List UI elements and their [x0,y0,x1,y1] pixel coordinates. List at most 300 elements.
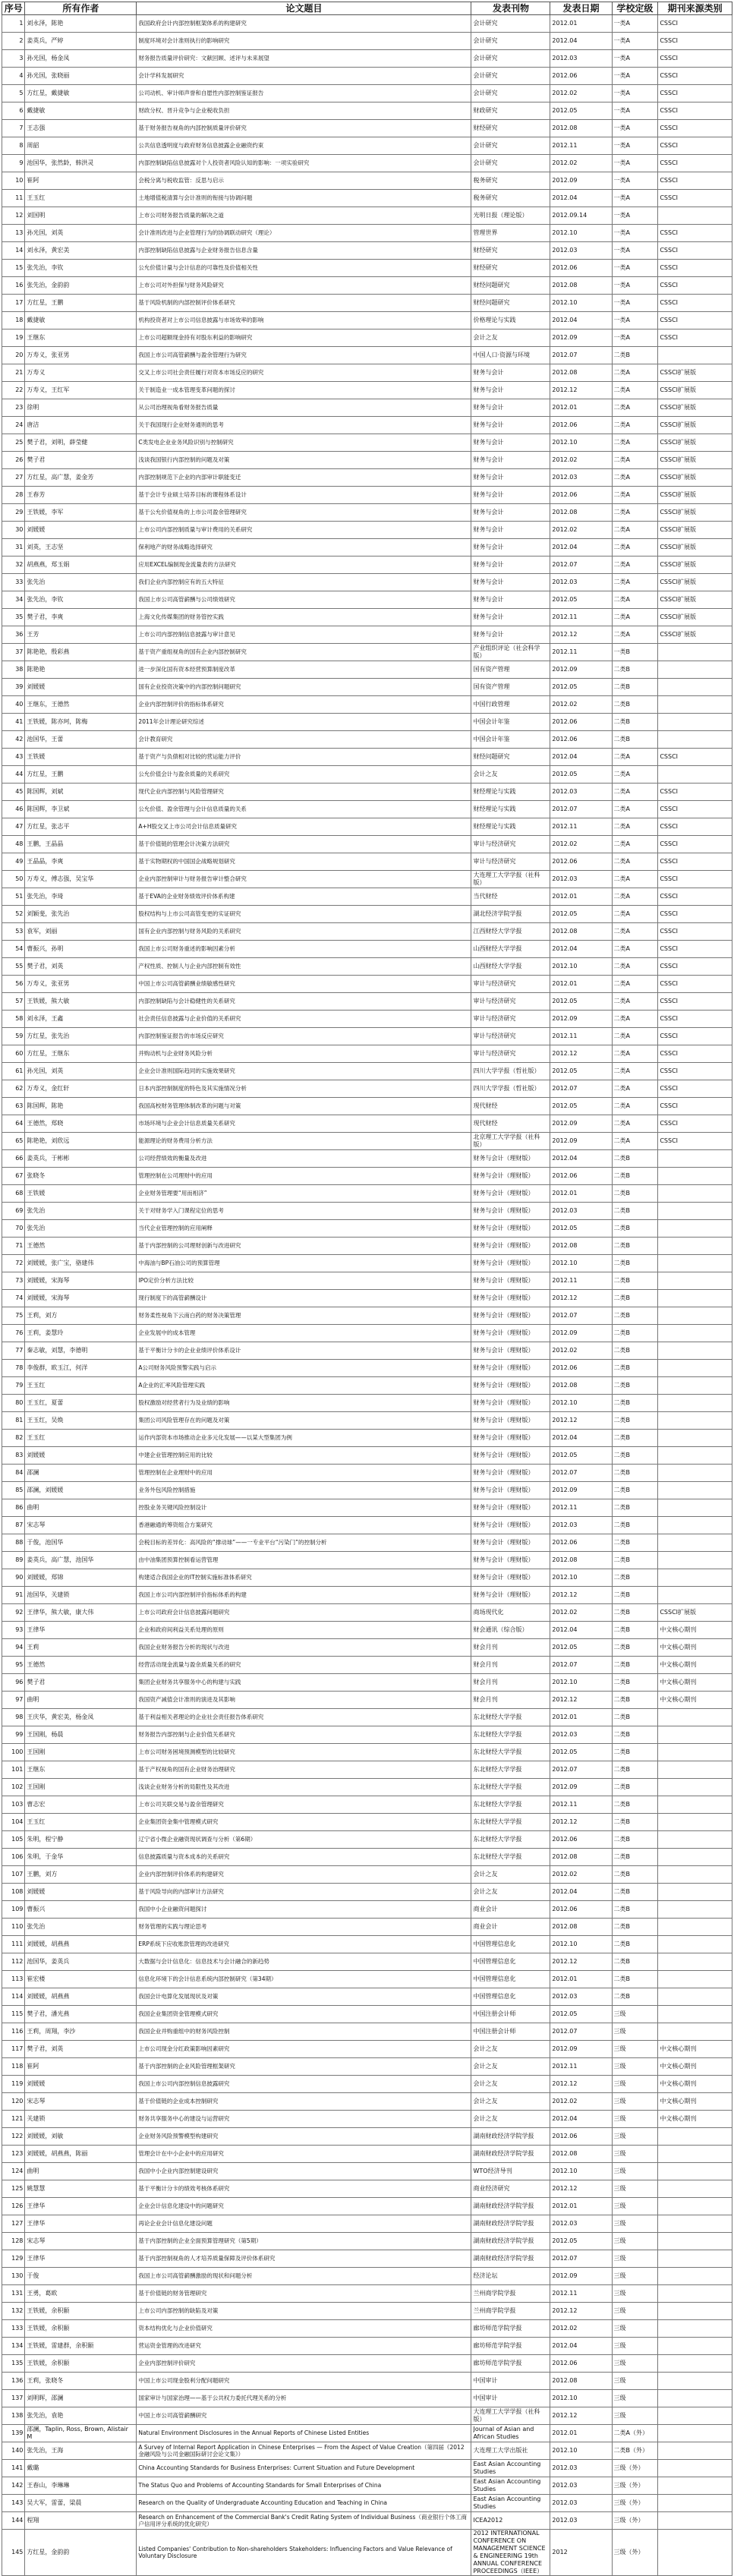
table-row [2,312,732,329]
table-row [2,2512,732,2530]
cell-authors: 方红星，金韵韵 [25,2530,137,2576]
cell-journal: 财政研究 [471,102,550,120]
cell-src [658,1866,732,1884]
cell-journal: 湖南财政经济学院学报 [471,2233,550,2250]
cell-journal: 会计研究 [471,137,550,155]
cell-level: 三级 [612,2163,658,2180]
cell-journal: 兰州商学院学报 [471,2303,550,2320]
cell-date: 2012.01 [550,976,612,993]
cell-no: 66 [2,1150,25,1168]
cell-src: CSSCI扩展版 [658,417,732,434]
cell-date: 2012.10 [550,1395,612,1412]
cell-src: CSSCI扩展版 [658,364,732,382]
cell-title: IPO定价分析方法比较 [137,1272,471,1290]
cell-level: 三级 [612,2041,658,2058]
cell-authors: 张先治，金韵韵 [25,277,137,295]
cell-title: 集团企业财务共享服务中心的构建与实践 [137,1674,471,1692]
cell-no: 77 [2,1342,25,1360]
cell-date: 2012.01 [550,2425,612,2442]
cell-level: 三级 [612,2023,658,2041]
header-row [2,2,732,15]
cell-journal: 湖南财政经济学院学报 [471,2250,550,2268]
cell-src: CSSCI [658,853,732,871]
table-row [2,2163,732,2180]
cell-no: 131 [2,2285,25,2303]
cell-src [658,1744,732,1761]
cell-date: 2012.12 [550,1953,612,1971]
cell-authors: 曹振兴，孙明 [25,941,137,958]
cell-authors: 刘永泽，王鑫 [25,1011,137,1028]
cell-authors: 王志强 [25,120,137,137]
cell-level: 二类A [612,487,658,504]
cell-authors: 池国华，姜英兵 [25,1953,137,1971]
table-row [2,155,732,172]
cell-authors: 陈艳艳 [25,661,137,679]
cell-title: 公共信息透明度与政府财务信息披露企业融资约束 [137,137,471,155]
cell-authors: 张先治，李琦 [25,888,137,906]
table-row [2,1290,732,1307]
cell-journal: 中国管理信息化 [471,1988,550,2006]
cell-level: 一类A [612,33,658,50]
table-row [2,2425,732,2442]
cell-authors: 王德然，郑晓 [25,1115,137,1133]
cell-journal: 财经问题研究 [471,277,550,295]
cell-src [658,1430,732,1447]
cell-title: 上市公司内部控制信息披露与审计意见 [137,626,471,644]
cell-title: C类发电企业业务风险识别与控制研究 [137,434,471,452]
cell-journal: 国有资产管理 [471,679,550,696]
cell-authors: 王继东 [25,1761,137,1779]
cell-date: 2012.03 [550,1988,612,2006]
cell-no: 15 [2,260,25,277]
cell-no: 62 [2,1080,25,1098]
cell-journal: 会计之友 [471,2111,550,2128]
cell-date: 2012.03 [550,469,612,487]
cell-title: 中海油与BP石油公司的预算管理 [137,1255,471,1272]
table-row [2,364,732,382]
cell-level: 二类B [612,1866,658,1884]
cell-src: CSSCI [658,295,732,312]
cell-authors: 方红星，高广慧，姜金芳 [25,469,137,487]
cell-title: 企业会计信息化建设中的问题研究 [137,2198,471,2215]
cell-src: CSSCI [658,85,732,102]
cell-authors: 樊子君，刘明，薛莹健 [25,434,137,452]
cell-title: 信息披露质量与资本成本的关系研究 [137,1849,471,1866]
cell-level: 二类B [612,1622,658,1639]
cell-journal: 财务与会计（理财版） [471,1185,550,1203]
cell-authors: 王铁媛，余积颐 [25,2355,137,2373]
cell-title: 基于内部控制的公司理财创新与改进研究 [137,1238,471,1255]
cell-title: 上市公司对外担保与财务风险研究 [137,277,471,295]
cell-date: 2012.03 [550,50,612,68]
cell-src [658,714,732,731]
cell-src [658,1534,732,1552]
cell-journal: 财经问题研究 [471,749,550,766]
cell-date: 2012.05 [550,102,612,120]
cell-title: 财务报告质量评价研究：文献回顾、述评与未来展望 [137,50,471,68]
cell-src: CSSCI扩展版 [658,539,732,557]
cell-no: 37 [2,644,25,661]
cell-date: 2012.10 [550,1569,612,1587]
cell-src [658,2355,732,2373]
cell-authors: 张先治 [25,1919,137,1936]
cell-authors: 戴捷敏 [25,312,137,329]
cell-no: 123 [2,2146,25,2163]
cell-title: 我国上市公司内部控制信息披露研究 [137,2076,471,2093]
cell-journal: 四川大学学报（哲社版） [471,1063,550,1080]
cell-journal: 会计之友 [471,1884,550,1901]
cell-no: 34 [2,591,25,609]
cell-level: 二类B [612,1220,658,1238]
cell-no: 116 [2,2023,25,2041]
cell-no: 57 [2,993,25,1011]
cell-authors: 樊子君，潘光燕 [25,2006,137,2023]
cell-no: 95 [2,1657,25,1674]
cell-title: 关于我国现行企业财务通则的思考 [137,417,471,434]
table-row [2,15,732,33]
table-row [2,2460,732,2477]
cell-src [658,2268,732,2285]
cell-level: 二类A [612,888,658,906]
cell-no: 70 [2,1220,25,1238]
table-row [2,836,732,853]
cell-authors: 王莉，刘方 [25,1307,137,1325]
table-row [2,469,732,487]
table-row [2,2530,732,2576]
cell-title: 财务柔性视角下云南白药的财务决策管理 [137,1307,471,1325]
cell-title: 企业会计准则国际趋同的实施效果研究 [137,1063,471,1080]
cell-date: 2012.09 [550,1779,612,1796]
cell-journal: 财务与会计（理财版） [471,1272,550,1290]
cell-src: CSSCI [658,1080,732,1098]
cell-authors: 张先治 [25,1203,137,1220]
cell-title: 内部控制缺陷信息披露对个人投资者风险认知的影响：一项实验研究 [137,155,471,172]
cell-date: 2012.09 [550,1325,612,1342]
table-body [2,15,732,2576]
table-row [2,1272,732,1290]
cell-no: 19 [2,329,25,347]
cell-src [658,1726,732,1744]
cell-authors: 曲明 [25,1692,137,1709]
table-row [2,2390,732,2407]
cell-authors: 王春山，李琳琳 [25,2477,137,2495]
cell-journal: 2012 INTERNATIONAL CONFERENCE ON MANAGEMENT SCIENCE & ENGINEERING 19th ANNUAL CONFERENCE PROCEEDINGS（IEEE） [471,2530,550,2576]
cell-title: 公允价值、盈余管理与会计信息质量的关系 [137,801,471,818]
table-row [2,1901,732,1919]
cell-level: 三级 [612,2320,658,2338]
cell-no: 27 [2,469,25,487]
table-row [2,1884,732,1901]
cell-title: 辽宁省小微企业融资现状调查与分析（第6期） [137,1831,471,1849]
cell-no: 64 [2,1115,25,1133]
table-row [2,2373,732,2390]
cell-date: 2012.02 [550,452,612,469]
cell-date: 2012.07 [550,2250,612,2268]
cell-no: 2 [2,33,25,50]
cell-title: 从公司治理视角看财务报告质量 [137,399,471,417]
cell-journal: Journal of Asian and African Studies [471,2425,550,2442]
cell-level: 二类B [612,679,658,696]
cell-title: A+H股交叉上市公司会计信息质量研究 [137,818,471,836]
cell-authors: 王铁媛，余积颐 [25,2320,137,2338]
cell-no: 103 [2,1796,25,1814]
cell-level: 二类B [612,1604,658,1622]
cell-authors: 刘媛媛 [25,522,137,539]
cell-journal: East Asian Accounting Studies [471,2495,550,2512]
cell-journal: 财务与会计 [471,469,550,487]
cell-no: 46 [2,801,25,818]
cell-no: 30 [2,522,25,539]
cell-src: CSSCI [658,958,732,976]
cell-src: CSSCI [658,906,732,923]
cell-title: 上市公司内部控制质量与审计费用的关系研究 [137,522,471,539]
table-row [2,452,732,469]
cell-journal: 审计与经济研究 [471,1011,550,1028]
cell-src: CSSCI [658,1098,732,1115]
table-row [2,277,732,295]
table-row [2,2233,732,2250]
cell-src [658,2215,732,2233]
table-row [2,1604,732,1622]
cell-date: 2012.09 [550,1133,612,1150]
table-row [2,2250,732,2268]
cell-src [658,644,732,661]
cell-level: 二类B [612,1499,658,1517]
cell-no: 14 [2,242,25,260]
cell-no: 104 [2,1814,25,1831]
cell-level: 一类A [612,295,658,312]
table-row [2,68,732,85]
cell-src [658,1761,732,1779]
cell-no: 139 [2,2425,25,2442]
table-row [2,1692,732,1709]
cell-src [658,1901,732,1919]
table-row [2,1080,732,1098]
cell-title: 基于平衡计分卡的绩效考核体系研究 [137,2180,471,2198]
cell-date: 2012.05 [550,679,612,696]
cell-src: CSSCI扩展版 [658,452,732,469]
cell-no: 122 [2,2128,25,2146]
cell-date: 2012.11 [550,2058,612,2076]
cell-authors: 刘永泽，陈艳 [25,15,137,33]
cell-no: 135 [2,2355,25,2373]
cell-src [658,2163,732,2180]
cell-level: 二类B [612,1971,658,1988]
table-row [2,399,732,417]
cell-journal: 财务与会计（理财版） [471,1395,550,1412]
cell-title: 会税目标的差异化：高风险的“撑动球”——一专业平台“污染门”的控制分析 [137,1534,471,1552]
cell-level: 二类B [612,714,658,731]
table-row [2,1831,732,1849]
cell-src [658,1465,732,1482]
cell-src [658,1831,732,1849]
cell-journal: 财务与会计（理财版） [471,1517,550,1534]
table-row [2,1552,732,1569]
cell-date: 2012.05 [550,766,612,784]
cell-date: 2012.09.14 [550,207,612,225]
cell-src: CSSCI扩展版 [658,557,732,574]
cell-src [658,1325,732,1342]
cell-level: 二类A [612,417,658,434]
table-row [2,1534,732,1552]
cell-date: 2012.03 [550,784,612,801]
cell-authors: 樊子君，刘英 [25,958,137,976]
cell-journal: 财经问题研究 [471,295,550,312]
table-row [2,1168,732,1185]
cell-src [658,1884,732,1901]
cell-level: 三级 [612,2338,658,2355]
table-row [2,295,732,312]
cell-no: 47 [2,818,25,836]
table-row [2,1115,732,1133]
cell-title: 基于会计专业硕士培养目标的课程体系设计 [137,487,471,504]
cell-date: 2012.08 [550,364,612,382]
cell-level: 一类A [612,120,658,137]
cell-title: 大数据与会计信息化：信息技术与会计融合的新趋势 [137,1953,471,1971]
cell-no: 75 [2,1307,25,1325]
cell-level: 二类A [612,539,658,557]
cell-journal: 湖南财政经济学院学报 [471,2128,550,2146]
cell-level: 二类A [612,522,658,539]
cell-no: 87 [2,1517,25,1534]
cell-no: 13 [2,225,25,242]
cell-journal: 财务与会计 [471,557,550,574]
cell-level: 二类A [612,1080,658,1098]
cell-level: 二类B [612,1936,658,1953]
cell-journal: 财会月刊 [471,1692,550,1709]
cell-level: 二类A [612,1115,658,1133]
cell-authors: 王律华 [25,2250,137,2268]
cell-journal: 审计与经济研究 [471,976,550,993]
cell-journal: 财经理论与实践 [471,784,550,801]
cell-journal: 会计之友 [471,1866,550,1884]
cell-date: 2012.02 [550,2093,612,2111]
cell-title: 股权激励对经营者行为及业绩的影响 [137,1395,471,1412]
cell-title: 企业财务管理要“用而相济” [137,1185,471,1203]
cell-level: 二类A [612,1028,658,1045]
table-row [2,190,732,207]
cell-title: 我国企业并购重组中的财务风险控制 [137,2023,471,2041]
cell-title: 现行制度下的高管薪酬设计 [137,1290,471,1307]
cell-title: 浅谈企业财务分析的局限性及其改进 [137,1779,471,1796]
cell-no: 10 [2,172,25,190]
table-row [2,2442,732,2460]
cell-authors: 戴捷敏 [25,102,137,120]
cell-journal: 财经研究 [471,242,550,260]
cell-title: 控股业务关键风险控制设计 [137,1499,471,1517]
cell-date: 2012.05 [550,2233,612,2250]
cell-journal: 国有资产管理 [471,661,550,679]
cell-level: 三级 [612,2180,658,2198]
cell-src: CSSCI [658,836,732,853]
table-row [2,2320,732,2338]
cell-no: 141 [2,2460,25,2477]
cell-journal: 东北财经大学学报 [471,1814,550,1831]
cell-authors: 王国刚 [25,1744,137,1761]
cell-level: 二类A [612,836,658,853]
cell-title: 会计教育研究 [137,731,471,749]
cell-src [658,1953,732,1971]
cell-journal: ICEA2012 [471,2512,550,2530]
table-row [2,2495,732,2512]
table-row [2,1098,732,1115]
table-row [2,137,732,155]
cell-journal: 大连理工大学出版社 [471,2442,550,2460]
table-row [2,609,732,626]
cell-journal: 东北财经大学学报 [471,1761,550,1779]
cell-authors: 张先治，李钦 [25,591,137,609]
cell-authors: 方红星，张志平 [25,818,137,836]
cell-no: 73 [2,1272,25,1290]
cell-src [658,1517,732,1534]
cell-journal: 湖南财政经济学院学报 [471,2198,550,2215]
cell-authors: 王铁媛，雷建群，余积颐 [25,2338,137,2355]
cell-title: 信息化环境下的会计信息系统内部控制研究（第34期） [137,1971,471,1988]
cell-title: 制度环境对会计准则执行的影响研究 [137,33,471,50]
cell-no: 8 [2,137,25,155]
cell-level: 二类B [612,1447,658,1465]
cell-authors: 王律华 [25,2198,137,2215]
cell-level: 二类A [612,609,658,626]
cell-title: 基于公允价值视角的上市公司盈余管理研究 [137,504,471,522]
cell-src [658,1814,732,1831]
cell-src: CSSCI [658,120,732,137]
cell-level: 二类A [612,784,658,801]
table-row [2,1133,732,1150]
cell-src [658,1709,732,1726]
cell-title: 基于产权视角的国有企业财务治理研究 [137,1761,471,1779]
cell-level: 二类A [612,923,658,941]
cell-authors: 刘明晖，邵澜 [25,2390,137,2407]
table-row [2,1063,732,1080]
cell-journal: 商业会计 [471,1919,550,1936]
cell-no: 125 [2,2180,25,2198]
cell-date: 2012.03 [550,574,612,591]
cell-level: 二类B [612,1849,658,1866]
cell-no: 114 [2,1988,25,2006]
cell-journal: 财务与会计（理财版） [471,1552,550,1569]
cell-title: 基于实物期权的中国国企战略规划研究 [137,853,471,871]
cell-level: 二类B [612,347,658,364]
cell-no: 67 [2,1168,25,1185]
table-row [2,2198,732,2215]
cell-no: 41 [2,714,25,731]
cell-level: 二类B [612,1953,658,1971]
cell-src: CSSCI [658,784,732,801]
cell-date: 2012.11 [550,818,612,836]
cell-src [658,2495,732,2512]
cell-no: 35 [2,609,25,626]
table-row [2,714,732,731]
cell-journal: 财务与会计（理财版） [471,1325,550,1342]
cell-date: 2012.11 [550,137,612,155]
cell-src [658,2146,732,2163]
cell-no: 12 [2,207,25,225]
cell-title: 浅谈我国银行内部控制的问题及对策 [137,452,471,469]
cell-title: 会税分离与税收监管：反思与启示 [137,172,471,190]
cell-level: 二类A [612,557,658,574]
cell-src: CSSCI [658,993,732,1011]
cell-authors: 王铁媛 [25,749,137,766]
cell-journal: 财务与会计（理财版） [471,1290,550,1307]
cell-authors: 宋志琴 [25,2093,137,2111]
cell-authors: 姚慧慧 [25,2180,137,2198]
cell-title: 财政分权、晋升竞争与企业税收负担 [137,102,471,120]
cell-authors: 池国华，关建锁 [25,1587,137,1604]
table-row [2,853,732,871]
cell-no: 113 [2,1971,25,1988]
cell-authors: 曲明 [25,1499,137,1517]
